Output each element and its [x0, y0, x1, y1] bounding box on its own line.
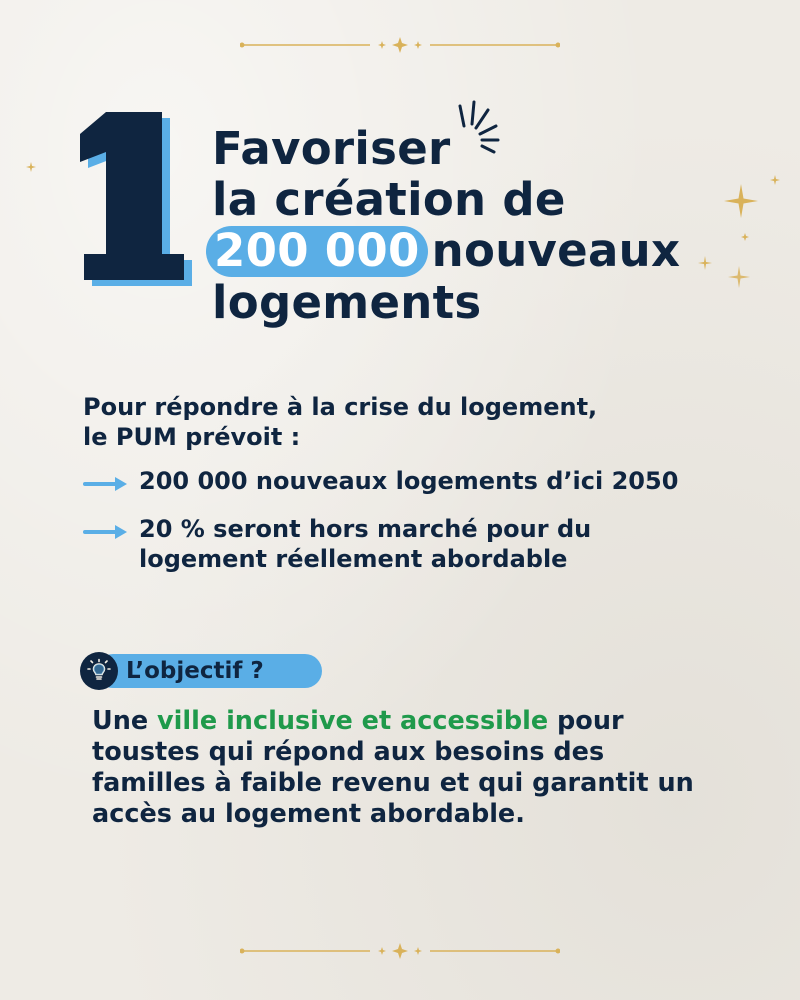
objective-text — [92, 706, 732, 830]
bullet-text — [139, 514, 591, 574]
title-line-4: logements — [212, 276, 482, 329]
intro-line-1: Pour répondre à la crise du logement, — [83, 393, 598, 421]
lightbulb-icon — [80, 652, 118, 690]
sparkle-icon — [698, 256, 712, 270]
highlight-pill: 200 000 — [206, 226, 428, 277]
bullet-line-1: 20 % seront hors marché pour du — [139, 515, 592, 543]
sparkle-icon — [728, 266, 750, 288]
page-title — [212, 123, 680, 328]
objective-line-4: accès au logement abordable. — [92, 799, 525, 829]
intro-line-2: le PUM prévoit : — [83, 423, 301, 451]
bottom-divider — [240, 941, 560, 961]
sparkle-icon — [770, 175, 780, 185]
list-item — [83, 466, 678, 496]
objective-text-pre: Une — [92, 706, 158, 736]
sparkle-icon — [724, 184, 758, 218]
arrow-right-icon — [83, 474, 131, 494]
top-divider — [240, 35, 560, 55]
title-line-3-rest: nouveaux — [431, 224, 681, 277]
title-line-1: Favoriser — [212, 122, 451, 175]
list-item — [83, 514, 591, 574]
objective-text-post: pour — [548, 706, 624, 736]
title-line-3 — [212, 225, 680, 277]
step-number-1 — [62, 110, 202, 290]
bullet-text: 200 000 nouveaux logements d’ici 2050 — [139, 467, 679, 495]
bullet-line-2: logement réellement abordable — [139, 545, 568, 573]
title-line-2: la création de — [212, 173, 566, 226]
objective-line-2: toustes qui répond aux besoins des — [92, 737, 605, 767]
objective-line-3: familles à faible revenu et qui garantit un — [92, 768, 694, 798]
objective-label: L’objectif ? — [126, 658, 264, 684]
arrow-right-icon — [83, 522, 131, 542]
intro-text — [83, 392, 597, 452]
objective-badge — [80, 652, 264, 690]
objective-highlight: ville inclusive et accessible — [157, 706, 549, 736]
sparkle-icon — [26, 162, 36, 172]
sparkle-icon — [741, 233, 749, 241]
